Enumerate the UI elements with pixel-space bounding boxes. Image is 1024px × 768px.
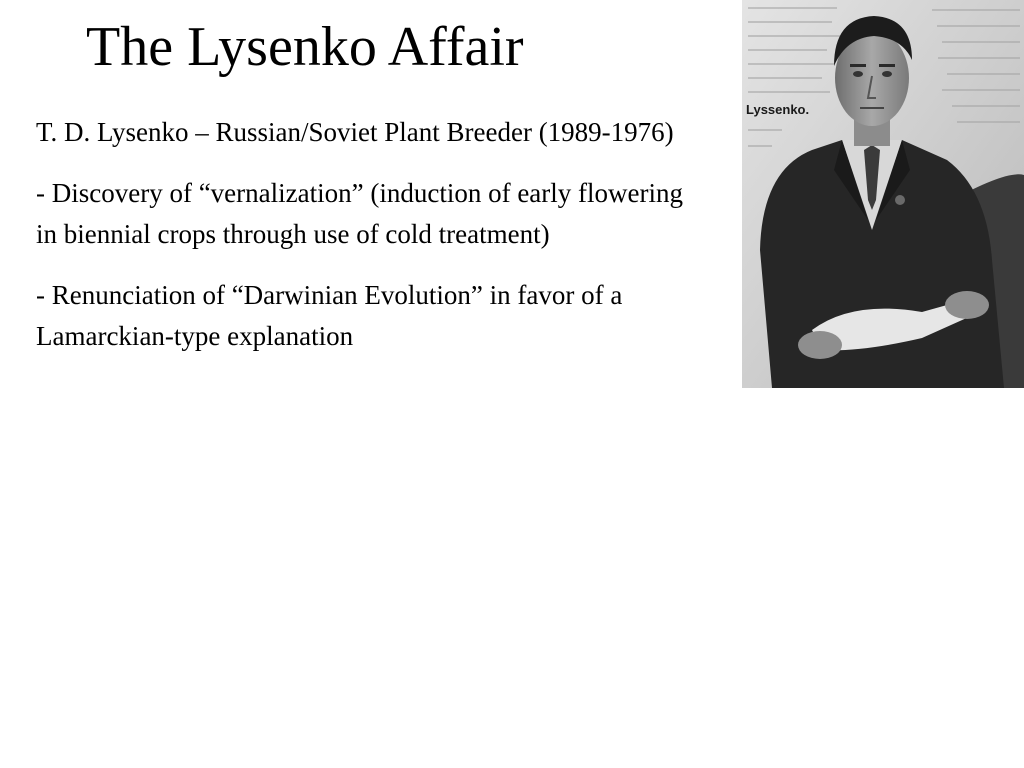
paragraph-lysenko-intro: T. D. Lysenko – Russian/Soviet Plant Breeder (1989-1976) [36, 117, 674, 147]
photo-caption: Lyssenko. [746, 102, 810, 117]
paragraph-renunciation: - Renunciation of “Darwinian Evolution” in favor of a Lamarckian-type explanation [36, 280, 623, 351]
slide-body [36, 112, 704, 377]
lapel-pin [895, 195, 905, 205]
left-hand [798, 331, 842, 359]
lysenko-portrait-photo [742, 0, 1024, 388]
right-hand [945, 291, 989, 319]
portrait-illustration [742, 0, 1024, 388]
slide-title: The Lysenko Affair [86, 16, 524, 78]
paragraph-vernalization: - Discovery of “vernalization” (induction of early flowering in biennial crops through use of cold treatment) [36, 178, 683, 249]
